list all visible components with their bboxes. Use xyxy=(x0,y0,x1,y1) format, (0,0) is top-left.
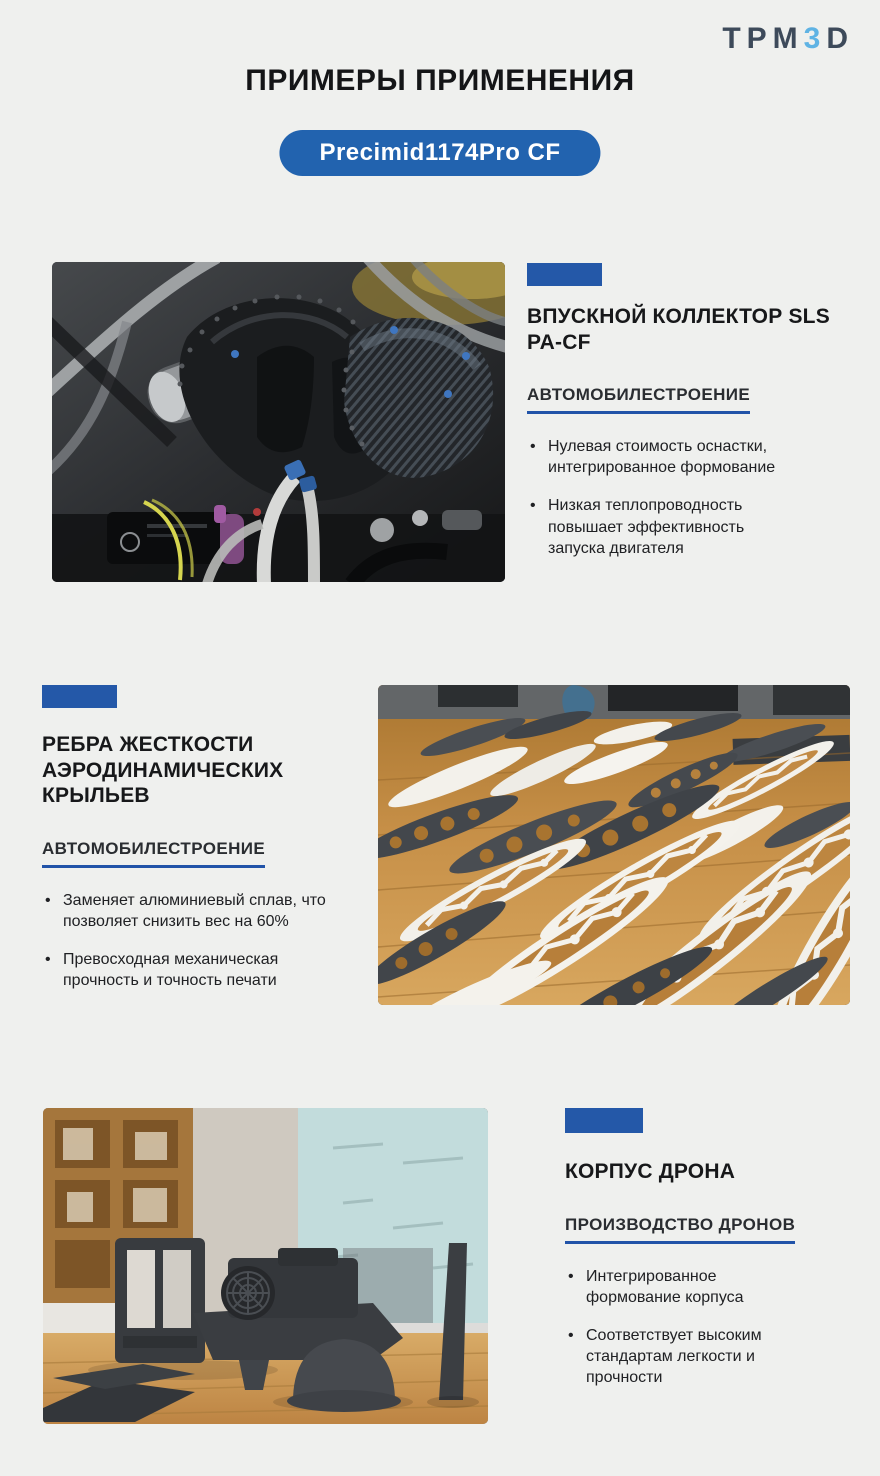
accent-bar xyxy=(42,685,117,708)
bullet-item: • Интегрированное формование корпуса xyxy=(565,1266,780,1308)
drone-photo-illustration xyxy=(43,1108,488,1424)
accent-bar xyxy=(527,263,602,286)
logo-text-prefix: TPM xyxy=(722,22,804,55)
section-heading: ВПУСКНОЙ КОЛЛЕКТОР SLS PA-CF xyxy=(527,305,830,354)
drone-body-parts-photo xyxy=(43,1108,488,1424)
bullet-list xyxy=(527,436,779,559)
product-badge: Precimid1174Pro CF xyxy=(279,130,600,176)
section-wing-ribs xyxy=(42,685,378,1008)
industry-label: ПРОИЗВОДСТВО ДРОНОВ xyxy=(565,1215,795,1244)
section-heading: КОРПУС ДРОНА xyxy=(565,1160,736,1183)
aerodynamic-wing-ribs-photo xyxy=(378,685,850,1005)
tpm3d-logo xyxy=(722,22,854,56)
engine-photo-illustration xyxy=(52,262,505,582)
logo-text-accent: 3 xyxy=(803,22,827,55)
accent-bar xyxy=(565,1108,643,1133)
industry-label: АВТОМОБИЛЕСТРОЕНИЕ xyxy=(527,385,750,414)
bullet-item: • Нулевая стоимость оснастки, интегрированное формование xyxy=(527,436,779,478)
engine-intake-manifold-photo xyxy=(52,262,505,582)
bullet-item: • Низкая теплопроводность повышает эффективность запуска двигателя xyxy=(527,495,779,558)
bullet-item: • Заменяет алюминиевый сплав, что позволяет снизить вес на 60% xyxy=(42,890,342,932)
section-drone-body xyxy=(565,1108,865,1405)
industry-label: АВТОМОБИЛЕСТРОЕНИЕ xyxy=(42,839,265,868)
logo-text-suffix: D xyxy=(826,22,854,55)
bullet-list xyxy=(42,890,342,991)
bullet-list xyxy=(565,1266,780,1389)
section-intake-manifold xyxy=(527,263,857,576)
page-title: ПРИМЕРЫ ПРИМЕНЕНИЯ xyxy=(245,64,635,97)
bullet-item: • Превосходная механическая прочность и точность печати xyxy=(42,949,342,991)
wing-ribs-photo-illustration xyxy=(378,685,850,1005)
bullet-item: • Соответствует высоким стандартам легкости и прочности xyxy=(565,1325,780,1388)
section-heading: РЕБРА ЖЕСТКОСТИ АЭРОДИНАМИЧЕСКИХ КРЫЛЬЕВ xyxy=(42,733,284,808)
